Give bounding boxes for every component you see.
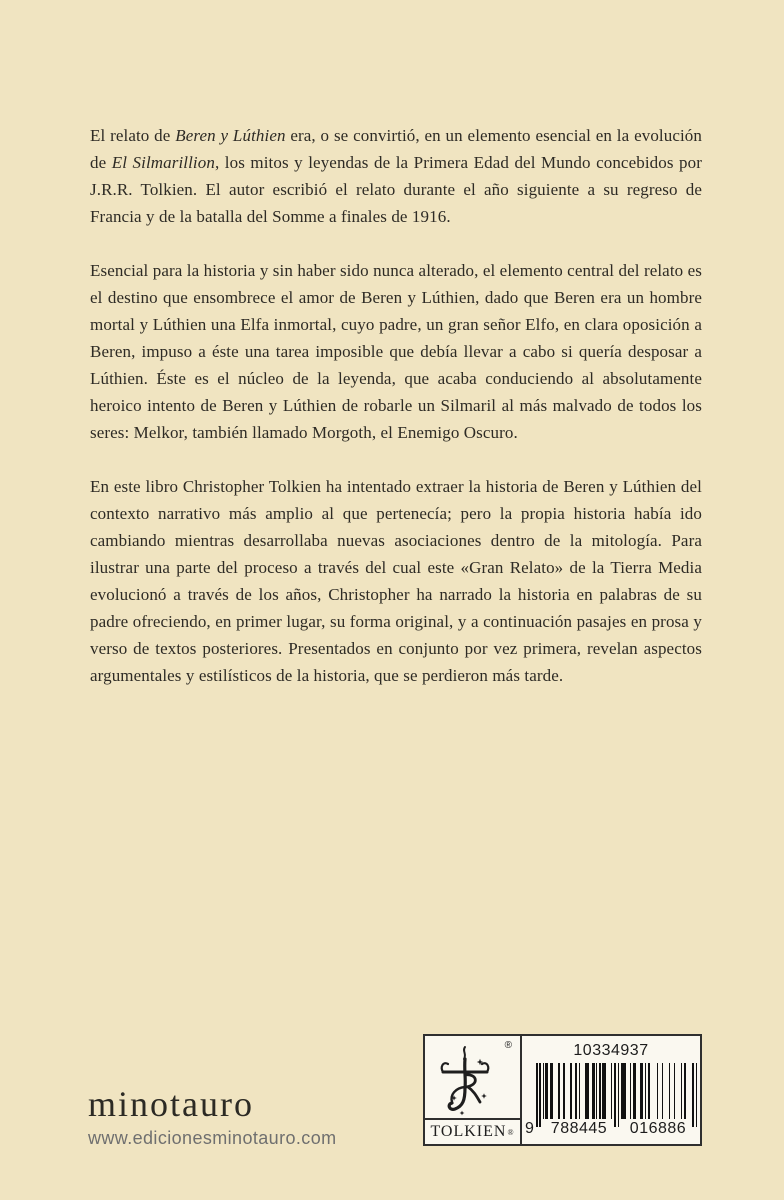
tolkien-brand-band: [425, 1118, 520, 1144]
barcode-bar: [635, 1063, 637, 1119]
barcode-top-number: 10334937: [573, 1042, 649, 1059]
publisher-website: www.edicionesminotauro.com: [88, 1128, 337, 1148]
barcode-bar: [696, 1063, 698, 1127]
barcode-digits: [522, 1120, 700, 1138]
synopsis-paragraph: [90, 473, 702, 689]
barcode-bar: [563, 1063, 565, 1119]
body-text: El relato de: [90, 126, 176, 145]
publisher-block: [88, 1086, 337, 1147]
barcode-bar: [641, 1063, 643, 1119]
synopsis-paragraph: [90, 257, 702, 446]
barcode-bar: [604, 1063, 606, 1119]
publisher-logo: minotauro: [88, 1084, 254, 1124]
tolkien-brand-label: TOLKIEN: [430, 1123, 507, 1140]
barcode-bar: [596, 1063, 598, 1119]
barcode-bar: [674, 1063, 676, 1119]
body-text: Esencial para la historia y sin haber sido nunca alterado, el elemento central del relato es el destino que ensombrece el amor de Beren y Lúthien, dado que Beren era un hombre mortal y Lúthien una Elfa inmortal, cuyo padre, un gran señor Elfo, en clara oposición a Beren, impuso a éste una tarea imposible que debía llevar a cabo si quería desposar a Lúthien. Éste es el núcleo de la leyenda, que acaba conduciendo al absolutamente heroico intento de Beren y Lúthien de robarle un Silmaril al más malvado de todos los seres: Melkor, también llamado Morgoth, el Enemigo Oscuro.: [90, 261, 702, 442]
isbn-brand-box: [423, 1034, 702, 1146]
barcode-bar: [645, 1063, 647, 1119]
synopsis-text-block: [90, 122, 702, 716]
italic-book-title: Beren y Lúthien: [175, 126, 286, 145]
barcode-bar: [536, 1063, 538, 1127]
barcode-bar: [570, 1063, 572, 1119]
italic-book-title: El Silmarillion: [111, 153, 215, 172]
barcode-bar: [599, 1063, 601, 1119]
barcode-bar: [692, 1063, 694, 1127]
barcode-bar: [546, 1063, 548, 1119]
barcode-bar: [648, 1063, 650, 1119]
body-text: , los mitos y leyendas de la Primera Edad del Mundo concebidos por J.R.R. Tolkien. El autor escribió el relato durante el año siguiente a su regreso de Francia y de la batalla del Somme a finales de 1916.: [90, 153, 702, 226]
barcode-bar: [630, 1063, 632, 1119]
barcode-bar: [539, 1063, 541, 1127]
barcode-bar: [624, 1063, 626, 1119]
ean-left-group: 788445: [550, 1120, 608, 1137]
ean-right-group: 016886: [629, 1120, 687, 1137]
barcode-bar: [558, 1063, 560, 1119]
barcode-bar: [551, 1063, 553, 1119]
barcode-bar: [669, 1063, 671, 1119]
barcode-bar: [587, 1063, 589, 1119]
barcode-bar: [618, 1063, 620, 1127]
barcode-bar: [657, 1063, 659, 1119]
barcode-cell: [522, 1036, 700, 1144]
tolkien-brand-cell: [425, 1036, 522, 1144]
barcode-bar: [684, 1063, 686, 1119]
ean-prefix-digit: 9: [525, 1120, 535, 1137]
barcode-bar: [575, 1063, 577, 1119]
registered-trademark-icon: ®: [507, 1127, 515, 1137]
barcode-bar: [681, 1063, 683, 1119]
barcode-bar: [611, 1063, 613, 1119]
body-text: En este libro Christopher Tolkien ha intentado extraer la historia de Beren y Lúthien del contexto narrativo más amplio al que pertenecía; pero la propia historia había ido cambiando mientras desarrollaba nuevas asociaciones dentro de la mitología. Para ilustrar una parte del proceso a través del cual este «Gran Relato» de la Tierra Media evolucionó a través de los años, Christopher ha narrado la historia en palabras de su padre ofreciendo, en primer lugar, su forma original, y a continuación pasajes en prosa y verso de textos posteriores. Presentados en conjunto por vez primera, revelan aspectos argumentales y estilísticos de la historia, que se perdieron más tarde.: [90, 477, 702, 685]
barcode-bar: [614, 1063, 616, 1127]
registered-trademark-icon: ®: [504, 1040, 512, 1051]
synopsis-paragraph: [90, 122, 702, 230]
barcode-bar: [662, 1063, 664, 1119]
barcode-bar: [579, 1063, 581, 1119]
body-text: era, o se convirtió, en un elemento esencial en la evolución de: [90, 126, 703, 172]
monogram-area: [425, 1036, 520, 1118]
